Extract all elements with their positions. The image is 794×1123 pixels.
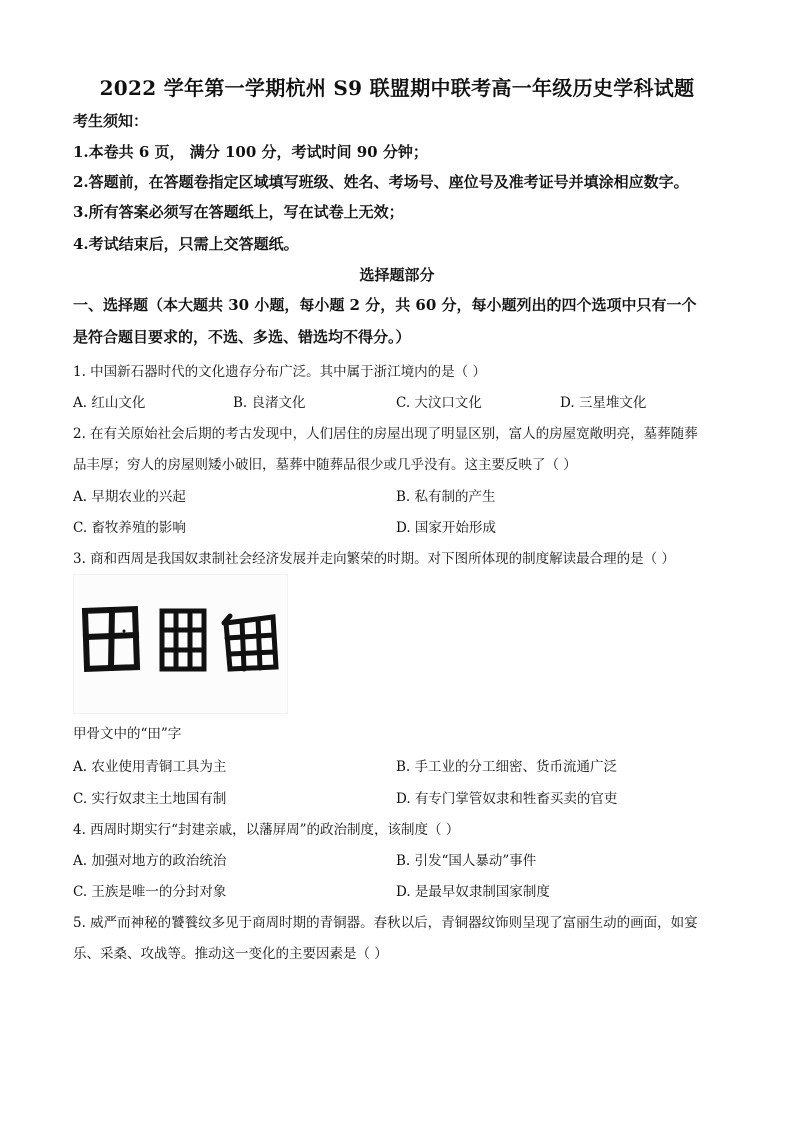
- question-3-option-c: C. 实行奴隶主土地国有制: [73, 791, 227, 807]
- question-1-option-a: A. 红山文化: [73, 395, 146, 411]
- question-4-option-b: B. 引发“国人暴动”事件: [396, 853, 537, 869]
- notice-item: 2.答题前，在答题卷指定区域填写班级、姓名、考场号、座位号及准考证号并填涂相应数字。: [73, 173, 689, 191]
- question-2-option-d: D. 国家开始形成: [396, 520, 496, 536]
- question-1-option-b: B. 良渚文化: [233, 395, 306, 411]
- question-4-option-c: C. 王族是唯一的分封对象: [73, 884, 227, 900]
- question-3-option-d: D. 有专门掌管奴隶和牲畜买卖的官吏: [396, 791, 618, 807]
- question-2-option-b: B. 私有制的产生: [396, 489, 496, 505]
- section-instructions: 是符合题目要求的，不选、多选、错选均不得分。）: [73, 328, 411, 346]
- question-1-option-d: D. 三星堆文化: [560, 395, 647, 411]
- question-2-option-c: C. 畜牧养殖的影响: [73, 520, 186, 536]
- notice-item: 4.考试结束后，只需上交答题纸。: [73, 235, 299, 253]
- notice-heading: 考生须知：: [73, 112, 149, 130]
- question-2-stem: 2. 在有关原始社会后期的考古发现中，人们居住的房屋出现了明显区别，富人的房屋宽敞明亮，墓葬随葬: [73, 426, 698, 442]
- question-4-stem: 4. 西周时期实行“封建亲戚，以藩屏周”的政治制度，该制度（ ）: [73, 822, 460, 838]
- oracle-bone-tian-glyphs-icon: [74, 575, 287, 713]
- notice-item: 1.本卷共 6 页， 满分 100 分，考试时间 90 分钟；: [73, 143, 428, 161]
- question-3-option-b: B. 手工业的分工细密、货币流通广泛: [396, 759, 618, 775]
- figure-caption: 甲骨文中的“田”字: [73, 726, 182, 742]
- question-1-stem: 1. 中国新石器时代的文化遗存分布广泛。其中属于浙江境内的是（ ）: [73, 364, 486, 380]
- question-5-stem: 乐、采桑、攻战等。推动这一变化的主要因素是（ ）: [73, 946, 388, 962]
- notice-item: 3.所有答案必须写在答题纸上，写在试卷上无效；: [73, 203, 404, 221]
- exam-title: 2022 学年第一学期杭州 S9 联盟期中联考高一年级历史学科试题: [99, 76, 695, 100]
- tian-glyph-3-icon: [224, 616, 276, 669]
- section-title: 选择题部分: [359, 266, 435, 284]
- question-4-option-a: A. 加强对地方的政治统治: [73, 853, 227, 869]
- section-instructions: 一、选择题（本大题共 30 小题，每小题 2 分，共 60 分，每小题列出的四个选项中只有一个: [73, 296, 697, 314]
- question-2-option-a: A. 早期农业的兴起: [73, 489, 186, 505]
- question-4-option-d: D. 是最早奴隶制国家制度: [396, 884, 550, 900]
- question-3-option-a: A. 农业使用青铜工具为主: [73, 759, 227, 775]
- question-2-stem: 品丰厚；穷人的房屋则矮小破旧，墓葬中随葬品很少或几乎没有。这主要反映了（ ）: [73, 457, 577, 473]
- oracle-bone-figure: [73, 574, 288, 714]
- tian-glyph-1-icon: [85, 609, 137, 669]
- tian-glyph-2-icon: [162, 611, 204, 669]
- question-5-stem: 5. 威严而神秘的饕餮纹多见于商周时期的青铜器。春秋以后，青铜器纹饰则呈现了富丽生动的画面，如宴: [73, 915, 698, 931]
- question-3-stem: 3. 商和西周是我国奴隶制社会经济发展并走向繁荣的时期。对下图所体现的制度解读最合理的是（ ）: [73, 551, 675, 567]
- question-1-option-c: C. 大汶口文化: [396, 395, 482, 411]
